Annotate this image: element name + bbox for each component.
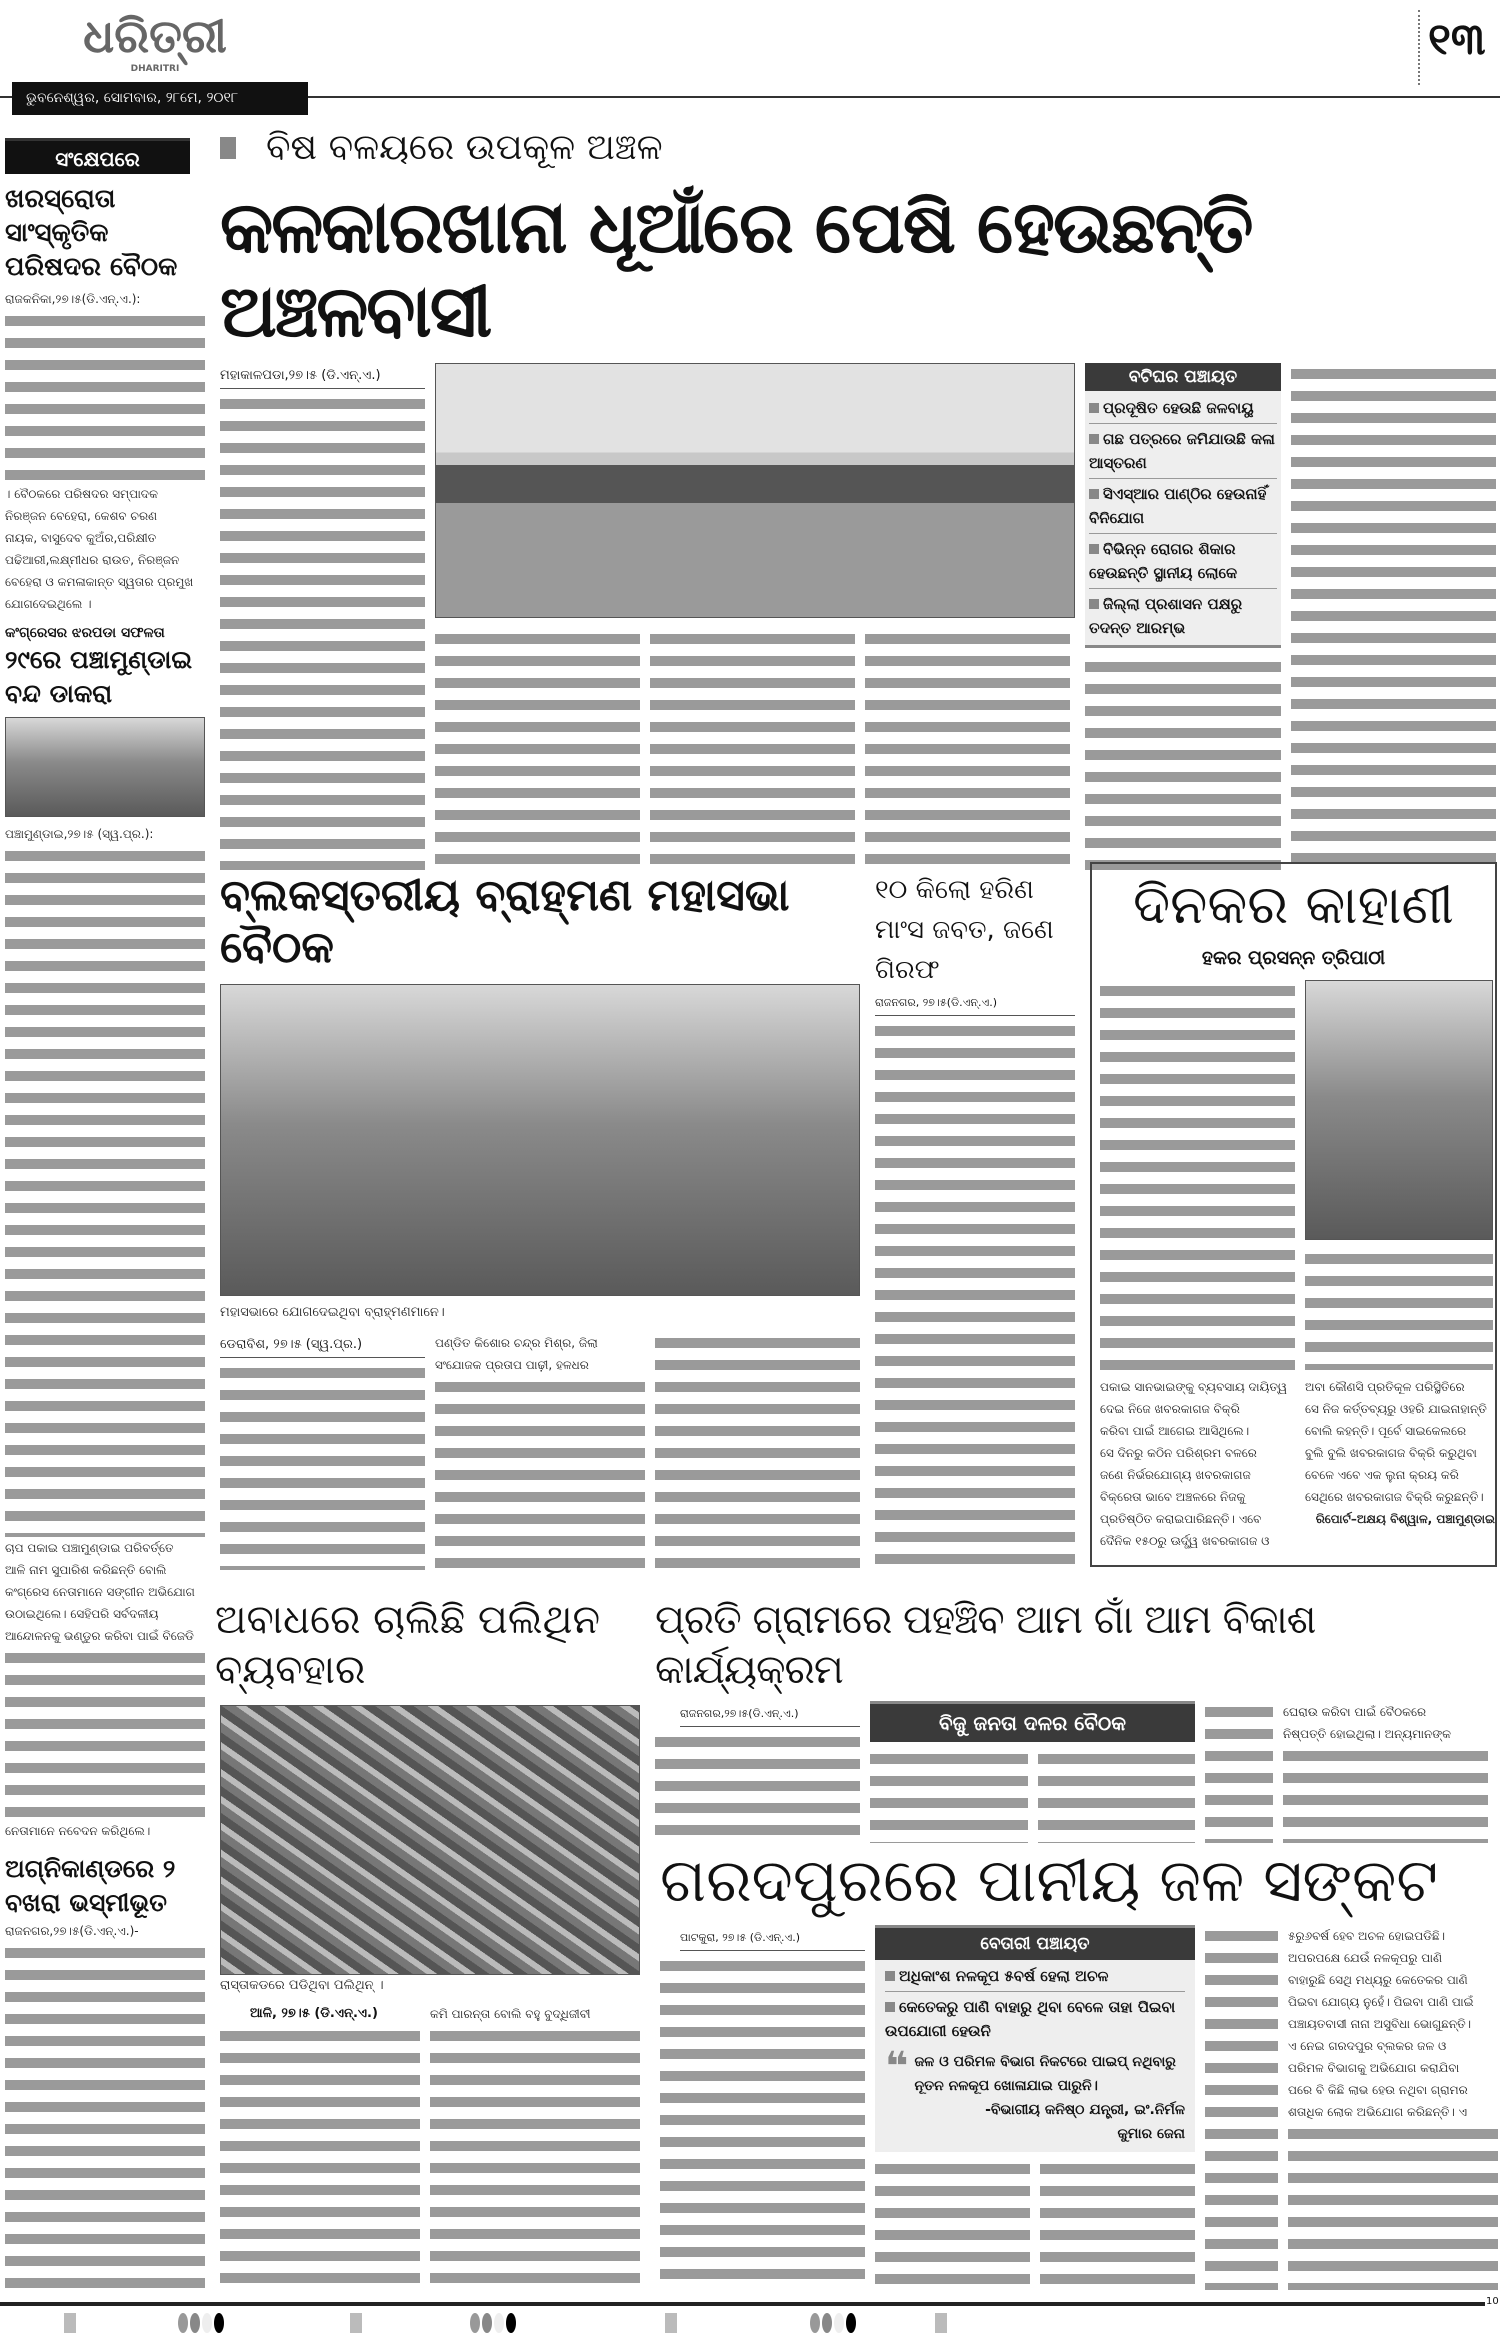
text-block bbox=[5, 1942, 205, 2288]
byline: ରିପୋର୍ଟ–ଅକ୍ଷୟ ବିଶ୍ୱାଳ, ପଞ୍ଚାମୁଣ୍ଡାଇ bbox=[1315, 1512, 1495, 1526]
headline: ଗରଦପୁରରେ ପାନୀୟ ଜଳ ସଙ୍କଟ bbox=[660, 1846, 1438, 1916]
lead-col bbox=[435, 363, 1075, 870]
text-block bbox=[870, 1748, 1195, 1843]
photo-caption: ରାସ୍ତାକଡରେ ପଡିଥିବା ପଲିଥିନ୍ । bbox=[220, 1978, 384, 1993]
logo: ଧରିତ୍ରୀ DHARITRI bbox=[83, 9, 227, 74]
lead-factbox: ବଟିଘର ପଞ୍ଚାୟତ ପ୍ରଦୂଷିତ ହେଉଛି ଜଳବାୟୁ ଗଛ ପତ୍ରରେ ଜମିଯାଉଛି କଳା ଆସ୍ତରଣ ସିଏସ୍ଆର ପାଣ୍ଠିର ହେଉନାହିଁ ବିନିଯୋଗ ବିଭିନ୍ନ ରୋଗର ଶିକାର ହେଉଛନ୍ତି ସ୍ଥାନୀୟ ଲୋକେ ଜିଲ୍ଲା ପ୍ରଶାସନ ପକ୍ଷରୁ ତଦନ୍ତ ଆରମ୍ଭ bbox=[1085, 363, 1281, 648]
article-body: ଚାପ ପକାଇ ପଞ୍ଚାମୁଣ୍ଡାଇ ପରିବର୍ତ୍ତେ ଆଳି ନାମ ସୁପାରିଶ କରିଛନ୍ତି ବୋଲି କଂଗ୍ରେସ ନେତାମାନେ ସଙ୍ଗୀନ ଅଭିଯୋଗ ଉଠାଇଥିଲେ। ସେହିପରି ସର୍ବଦଳୀୟ ଆନ୍ଦୋଳନକୁ ଭଣ୍ଡୁର କରିବା ପାଇଁ ବିଜେଡି bbox=[5, 1541, 195, 1643]
factory-photo bbox=[435, 363, 1075, 618]
headline: ବ୍ଲକସ୍ତରୀୟ ବ୍ରାହ୍ମଣ ମହାସଭା ବୈଠକ bbox=[220, 870, 790, 973]
sidebar-headline: ଅଗ୍ନିକାଣ୍ଡରେ ୨ ବଖରା ଭସ୍ମୀଭୂତ bbox=[5, 1854, 176, 1917]
registration-mark bbox=[64, 2313, 76, 2333]
registration-mark bbox=[350, 2313, 362, 2333]
headline: ପ୍ରତି ଗ୍ରାମରେ ପହଞ୍ଚିବ ଆମ ଗାଁ ଆମ ବିକାଶ କାର୍ଯ୍ୟକ୍ରମ bbox=[655, 1597, 1316, 1693]
article-col bbox=[220, 1332, 425, 1570]
hawker-photo bbox=[1305, 980, 1493, 1240]
article-col bbox=[430, 2003, 640, 2290]
text-block bbox=[655, 1332, 860, 1570]
kicker-square-icon bbox=[220, 137, 236, 159]
polythene-story bbox=[215, 1595, 645, 2290]
water-columns bbox=[660, 1925, 1498, 2290]
quote: ❝ ଜଳ ଓ ପରିମଳ ବିଭାଗ ନିକଟରେ ପାଇପ୍ ନଥିବାରୁ ନୂତନ ନଳକୂପ ଖୋଳାଯାଇ ପାରୁନି। bbox=[885, 2050, 1185, 2098]
sidebar-dateline: ରାଜନଗର,୨୭।୫(ଡି.ଏନ୍.ଏ.)- bbox=[5, 1924, 139, 1938]
article-col bbox=[655, 1701, 860, 1843]
text-block bbox=[435, 1376, 645, 1570]
color-dots bbox=[178, 2313, 224, 2333]
article-col bbox=[1205, 1925, 1278, 2290]
text-block bbox=[5, 845, 205, 1537]
sidebar-dateline: ରାଜକନିକା,୨୭।୫(ଡି.ଏନ୍.ଏ.): bbox=[5, 292, 141, 306]
article-col bbox=[215, 2003, 420, 2290]
dateline: ଡେରାବିଶ, ୨୭।୫ (ସ୍ୱ.ପ୍ର.) bbox=[220, 1336, 425, 1358]
fact-item: ଗଛ ପତ୍ରରେ ଜମିଯାଉଛି କଳା ଆସ୍ତରଣ bbox=[1089, 424, 1277, 479]
section-label: ସଂକ୍ଷେପରେ bbox=[5, 138, 190, 174]
article-col bbox=[1205, 1701, 1273, 1843]
article-col bbox=[870, 1701, 1195, 1843]
article-col bbox=[1288, 1925, 1498, 2290]
article-col bbox=[875, 1925, 1195, 2290]
article-body: । ବୈଠକରେ ପରିଷଦର ସମ୍ପାଦକ ନିରଞ୍ଜନ ବେହେରା, କେଶବ ଚରଣ ନାୟକ, ବାସୁଦେବ କୁଅଁର,ପରିକ୍ଷୀତ ପଢିଆରୀ,ଲକ୍ଷ୍ମୀଧର ରାଉତ, ନିରଞ୍ଜନ ବେହେରା ଓ କମଳାକାନ୍ତ ସ୍ୱତାର ପ୍ରମୁଖ ଯୋଗଦେଇଥିଲେ । bbox=[5, 487, 194, 611]
meeting-photo bbox=[220, 984, 860, 1296]
meeting-photo bbox=[5, 717, 205, 817]
lead-headline: କଳକାରଖାନା ଧୂଆଁରେ ପେଷି ହେଉଛନ୍ତି ଅଞ୍ଚଳବାସୀ bbox=[220, 185, 1252, 353]
sidebar-headline: ୨୯ରେ ପଞ୍ଚାମୁଣ୍ଡାଇ ବନ୍ଦ ଡାକରା bbox=[5, 645, 193, 708]
fact-item: ଅଧିକାଂଶ ନଳକୂପ ୫ବର୍ଷ ହେଲା ଅଚଳ bbox=[885, 1964, 1185, 1992]
fact-item: ବିଭିନ୍ନ ରୋଗର ଶିକାର ହେଉଛନ୍ତି ସ୍ଥାନୀୟ ଲୋକେ bbox=[1089, 534, 1277, 589]
registration-mark bbox=[935, 2313, 947, 2333]
text-block bbox=[875, 2158, 1195, 2290]
headline: ୧୦ କିଲୋ ହରିଣ ମାଂସ ଜବତ, ଜଣେ ଗିରଫ bbox=[875, 875, 1054, 985]
article-col bbox=[660, 1925, 865, 2290]
article-col bbox=[435, 1332, 645, 1570]
fact-item: ଜିଲ୍ଲା ପ୍ରଶାସନ ପକ୍ଷରୁ ତଦନ୍ତ ଆରମ୍ଭ bbox=[1089, 595, 1243, 637]
village-columns bbox=[655, 1701, 1498, 1843]
text-block bbox=[1205, 1701, 1273, 1843]
article-body: ଘେରାଉ କରିବା ପାଇଁ ବୈଠକରେ ନିଷ୍ପତ୍ତି ହୋଇଥିଲା। ଅନ୍ୟମାନଙ୍କ bbox=[1283, 1705, 1452, 1741]
quote-attribution: -ବିଭାଗୀୟ କନିଷ୍ଠ ଯନ୍ତ୍ରୀ, ଇଂ.ନିର୍ମଳ କୁମାର ଜେନା bbox=[985, 2102, 1185, 2142]
text-block bbox=[220, 1362, 425, 1570]
text-block bbox=[220, 393, 425, 870]
sidebar-kicker: କଂଗ୍ରେସର ଝରପଡା ସଫଳତା bbox=[5, 625, 165, 641]
article-col bbox=[1283, 1701, 1488, 1843]
text-block bbox=[1305, 1248, 1493, 1370]
lead-col bbox=[1291, 363, 1496, 870]
deer-story bbox=[875, 870, 1075, 1570]
text-block bbox=[660, 1955, 865, 2290]
sidebar-dateline: ପଞ୍ଚାମୁଣ୍ଡାଇ,୨୭।୫ (ସ୍ୱ.ପ୍ର.): bbox=[5, 827, 154, 841]
dateline-bar: ଭୁବନେଶ୍ୱର, ସୋମବାର, ୨୮ମେ, ୨୦୧୮ bbox=[12, 82, 308, 115]
photo-caption: ମହାସଭାରେ ଯୋଗଦେଇଥିବା ବ୍ରାହ୍ମଣମାନେ। bbox=[220, 1305, 445, 1320]
polythene-photo bbox=[220, 1705, 640, 1975]
village-story bbox=[655, 1595, 1498, 1843]
footer-page-number: 10 bbox=[1486, 2296, 1499, 2307]
dateline: ଆଳି, ୨୭।୫ (ଡି.ଏନ୍.ଏ.) bbox=[250, 2006, 378, 2021]
dateline: ରାଜନଗର, ୨୭।୫(ଡି.ଏନ୍.ଏ.) bbox=[875, 994, 1075, 1016]
text-block bbox=[1283, 1745, 1488, 1843]
headline: ଅବାଧରେ ଚାଲିଛି ପଲିଥିନ ବ୍ୟବହାର bbox=[215, 1597, 601, 1693]
lead-dateline: ମହାକାଳପଡା,୨୭।୫ (ଡି.ଏନ୍.ଏ.) bbox=[220, 367, 425, 389]
text-block bbox=[1100, 980, 1295, 1370]
color-dots bbox=[810, 2313, 856, 2333]
fact-item: ପ୍ରଦୂଷିତ ହେଉଛି ଜଳବାୟୁ bbox=[1089, 393, 1277, 424]
lead-col bbox=[1085, 363, 1281, 870]
lead-story bbox=[220, 125, 1498, 870]
text-block bbox=[655, 1731, 860, 1843]
color-dots bbox=[470, 2313, 516, 2333]
article-body: ପକାଇ ସାନଭାଇଙ୍କୁ ବ୍ୟବସାୟ ଦାୟିତ୍ୱ ଦେଇ ନିଜେ ଖବରକାଗଜ ବିକ୍ରି କରିବା ପାଇଁ ଆଗେଇ ଆସିଥିଲେ। ସେ ଦିନରୁ କଠିନ ପରିଶ୍ରମ ବଳରେ ଜଣେ ନିର୍ଭରଯୋଗ୍ୟ ଖବରକାଗଜ ବିକ୍ରେତା ଭାବେ ଅଞ୍ଚଳରେ ନିଜକୁ ପ୍ରତିଷ୍ଠିତ କରାଇପାରିଛନ୍ତି। ଏବେ ଦୈନିକ ୧୫୦ରୁ ଊର୍ଦ୍ଧ୍ୱ ଖବରକାଗଜ ଓ bbox=[1100, 1380, 1288, 1548]
lead-columns bbox=[220, 363, 1498, 870]
water-factbox: ବେତାରୀ ପଞ୍ଚାୟତ ଅଧିକାଂଶ ନଳକୂପ ୫ବର୍ଷ ହେଲା ଅଚଳ କେତେକରୁ ପାଣି ବାହାରୁ ଥିବା ବେଳେ ତାହା ପିଇବା ଉପଯୋଗୀ ହେଉନି ❝ ଜଳ ଓ ପରିମଳ ବିଭାଗ ନିକଟରେ ପାଇପ୍ ନଥିବାରୁ ନୂତନ ନଳକୂପ ଖୋଳାଯାଇ ପାରୁନି। -ବିଭାଗୀୟ କନିଷ୍ଠ ଯନ୍ତ୍ରୀ, ଇଂ.ନିର୍ମଳ କୁମାର ଜେନା bbox=[875, 1925, 1195, 2152]
fact-item: କେତେକରୁ ପାଣି ବାହାରୁ ଥିବା ବେଳେ ତାହା ପିଇବା ଉପଯୋଗୀ ହେଉନି bbox=[885, 1998, 1176, 2040]
text-block bbox=[875, 1020, 1075, 1570]
text-block bbox=[435, 628, 1075, 870]
page-divider bbox=[1418, 10, 1420, 85]
article-col bbox=[655, 1332, 860, 1570]
article-body: ଅବା କୌଣସି ପ୍ରତିକୂଳ ପରିସ୍ଥିତିରେ ସେ ନିଜ କର୍ତ୍ତବ୍ୟରୁ ଓହରି ଯାଇନାହାନ୍ତି ବୋଲି କହନ୍ତି। ପୂର୍ବେ ସାଇକେଲରେ ବୁଲି ବୁଲି ଖବରକାଗଜ ବିକ୍ରି କରୁଥିବା ବେଳେ ଏବେ ଏକ ଲୁନା କ୍ରୟ କରି ସେଥିରେ ଖବରକାଗଜ ବିକ୍ରି କରୁଛନ୍ତି। ରିପୋର୍ଟ–ଅକ୍ଷୟ ବିଶ୍ୱାଳ, ପଞ୍ଚାମୁଣ୍ଡାଇ bbox=[1305, 1376, 1495, 1530]
page-number: ୧୩ bbox=[1428, 14, 1486, 65]
article-body: ୫ରୁ୬ବର୍ଷ ହେବ ଅଚଳ ହୋଇପଡିଛି। ଅପରପକ୍ଷେ ଯେଉଁ ନଳକୂପରୁ ପାଣି ବାହାରୁଛି ସେଥି ମଧ୍ୟରୁ କେତେକର ପାଣି ପିଇବା ଯୋଗ୍ୟ ନୁହେଁ। ପିଇବା ପାଣି ପାଇଁ ପଞ୍ଚାୟତବାସୀ ନାନା ଅସୁବିଧା ଭୋଗୁଛନ୍ତି। ଏ ନେଇ ଗରଦପୁର ବ୍ଲକର ଜଳ ଓ ପରିମଳ ବିଭାଗକୁ ଅଭିଯୋଗ କରାଯିବା ପରେ ବି କିଛି ଲାଭ ହେଉ ନଥିବା ଗ୍ରାମର ଶତାଧିକ ଲୋକ ଅଭିଯୋଗ କରିଛନ୍ତି। ଏ bbox=[1288, 1929, 1474, 2119]
lead-kicker-row bbox=[220, 125, 1498, 171]
text-block bbox=[1085, 656, 1281, 870]
fact-item: ସିଏସ୍ଆର ପାଣ୍ଠିର ହେଉନାହିଁ ବିନିଯୋଗ bbox=[1089, 479, 1277, 534]
article-body: ପଣ୍ଡିତ କିଶୋର ଚନ୍ଦ୍ର ମିଶ୍ର, ଜିଲା ସଂଯୋଜକ ପ୍ରତାପ ପାଢ଼ୀ, ହଳଧର bbox=[435, 1336, 598, 1372]
text-block bbox=[5, 310, 205, 483]
article-body: ନେତାମାନେ ନବେଦନ କରିଥିଲେ। bbox=[5, 1824, 151, 1838]
text-block bbox=[430, 2025, 640, 2290]
text-block bbox=[220, 2025, 420, 2290]
feature-subhead: ହକର ପ୍ରସନ୍ନ ତ୍ରିପାଠୀ bbox=[1201, 947, 1386, 969]
polythene-columns bbox=[215, 2003, 645, 2290]
section-box: ବିଜୁ ଜନତା ଦଳର ବୈଠକ bbox=[870, 1701, 1195, 1742]
feature-headline: ଦିନକର କାହାଣୀ bbox=[1133, 873, 1454, 936]
text-block bbox=[1288, 2123, 1498, 2290]
text-block bbox=[1291, 363, 1496, 870]
sidebar-headline: ଖରସ୍ରୋତା ସାଂସ୍କୃତିକ ପରିଷଦର ବୈଠକ bbox=[5, 184, 178, 282]
brahmin-story bbox=[220, 870, 860, 1570]
dateline: ରାଜନଗର,୨୭।୫(ଡି.ଏନ୍.ଏ.) bbox=[680, 1705, 860, 1727]
footer-rule bbox=[0, 2302, 1485, 2306]
lead-kicker: ବିଷ ବଳୟରେ ଉପକୂଳ ଅଞ୍ଚଳ bbox=[266, 127, 663, 168]
dateline: ପାଟକୁରା, ୨୭।୫ (ଡି.ଏନ୍.ଏ.) bbox=[680, 1929, 865, 1951]
brahmin-columns bbox=[220, 1332, 860, 1570]
quote-icon: ❝ bbox=[885, 2044, 909, 2090]
lead-col bbox=[220, 363, 425, 870]
registration-mark bbox=[665, 2313, 677, 2333]
text-block bbox=[1205, 1925, 1278, 2290]
text-block bbox=[5, 1647, 205, 1820]
water-story bbox=[660, 1845, 1498, 2290]
article-body: କମି ପାରନ୍ତା ବୋଲି ବହୁ ବୁଦ୍ଧିଜୀବୀ bbox=[430, 2007, 591, 2021]
sidebar-column bbox=[5, 182, 205, 2288]
